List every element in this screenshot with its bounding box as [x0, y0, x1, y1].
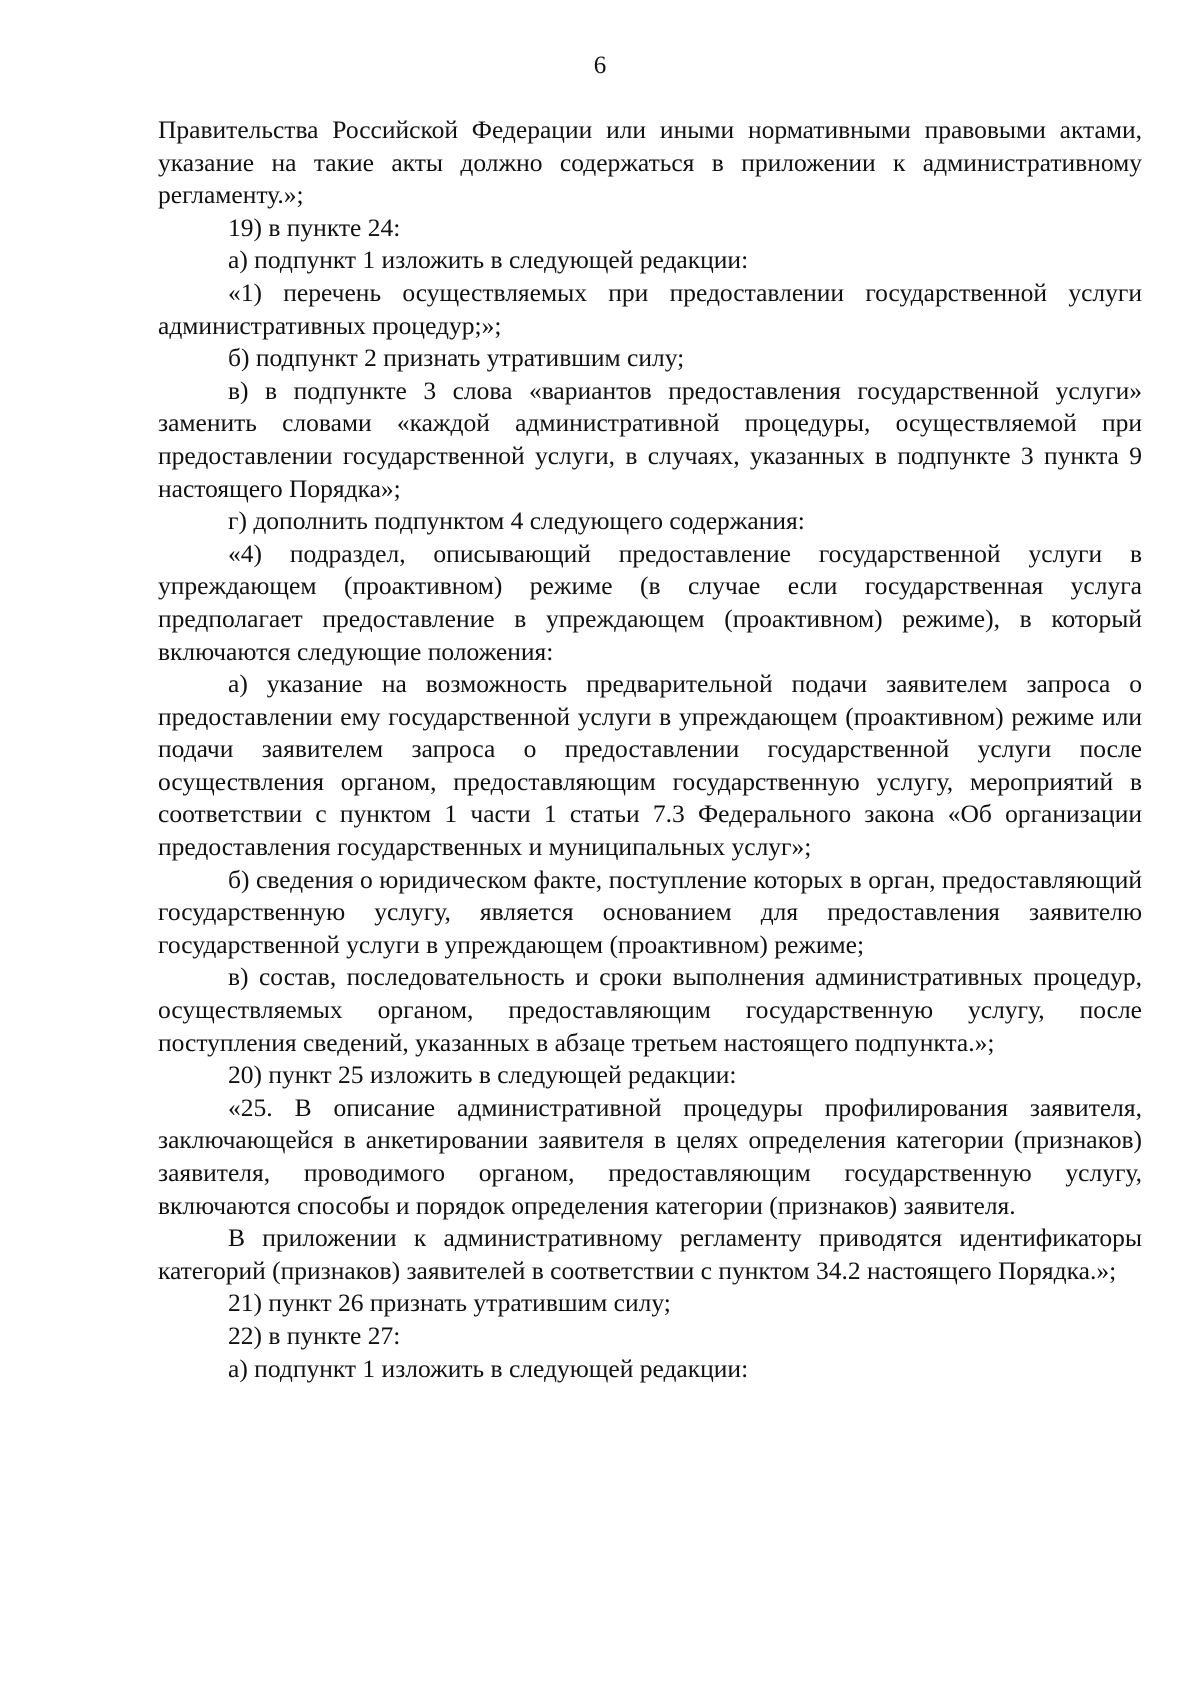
paragraph-quote-25: «25. В описание административной процедуры профилирования заявителя, заключающейся в анкетировании заявителя в целях определения категории (признаков) заявителя, проводимого органом, предоставляющим государственную услугу, включаются способы и порядок определения категории (признаков) заявителя. [158, 1092, 1142, 1220]
page-number: 6 [593, 52, 607, 79]
paragraph-item-22-a: а) подпункт 1 изложить в следующей редакции: [228, 1353, 749, 1383]
paragraph-subitem-a: а) подпункт 1 изложить в следующей редакции: [228, 245, 749, 275]
paragraph-subitem-b: б) подпункт 2 признать утратившим силу; [228, 343, 685, 373]
paragraph-quote-4-a: а) указание на возможность предварительной подачи заявителем запроса о предоставлении ему государственной услуги в упреждающем (проактивном) режиме или подачи заявителем запроса о предоставлении государственной услуги после осуществления органом, предоставляющим государственную услугу, мероприятий в соответствии с пунктом 1 части 1 статьи 7.3 Федерального закона «Об организации предоставления государственных и муниципальных услуг»; [158, 669, 1142, 862]
paragraph-item-20: 20) пункт 25 изложить в следующей редакции: [228, 1060, 737, 1090]
paragraph-item-21: 21) пункт 26 признать утратившим силу; [228, 1288, 671, 1318]
paragraph-item-22: 22) в пункте 27: [228, 1320, 401, 1350]
paragraph-subitem-g: г) дополнить подпунктом 4 следующего содержания: [228, 506, 805, 536]
paragraph-quote-25-appendix: В приложении к административному регламенту приводятся идентификаторы категорий (признаков) заявителей в соответствии с пунктом 34.2 настоящего Порядка.»; [158, 1223, 1142, 1285]
paragraph-item-19: 19) в пункте 24: [228, 212, 401, 242]
document-body [158, 114, 1142, 1385]
paragraph-quote-1: «1) перечень осуществляемых при предоставлении государственной услуги административных процедур;»; [158, 277, 1142, 340]
paragraph-quote-4-b: б) сведения о юридическом факте, поступление которых в орган, предоставляющий государственную услугу, является основанием для предоставления заявителю государственной услуги в упреждающем (проактивном) режиме; [158, 864, 1142, 959]
paragraph-continuation: Правительства Российской Федерации или иными нормативными правовыми актами, указание на такие акты должно содержаться в приложении к административному регламенту.»; [158, 115, 1142, 210]
paragraph-quote-4-v: в) состав, последовательность и сроки выполнения административных процедур, осуществляемых органом, предоставляющим государственную услугу, после поступления сведений, указанных в абзаце третьем настоящего подпункта.»; [158, 962, 1142, 1057]
paragraph-subitem-v: в) в подпункте 3 слова «вариантов предоставления государственной услуги» заменить словами «каждой административной процедуры, осуществляемой при предоставлении государственной услуги, в случаях, указанных в подпункте 3 пункта 9 настоящего Порядка»; [158, 375, 1142, 503]
paragraph-quote-4: «4) подраздел, описывающий предоставление государственной услуги в упреждающем (проактивном) режиме (в случае если государственная услуга предполагает предоставление в упреждающем (проактивном) режиме), в который включаются следующие положения: [158, 538, 1142, 666]
